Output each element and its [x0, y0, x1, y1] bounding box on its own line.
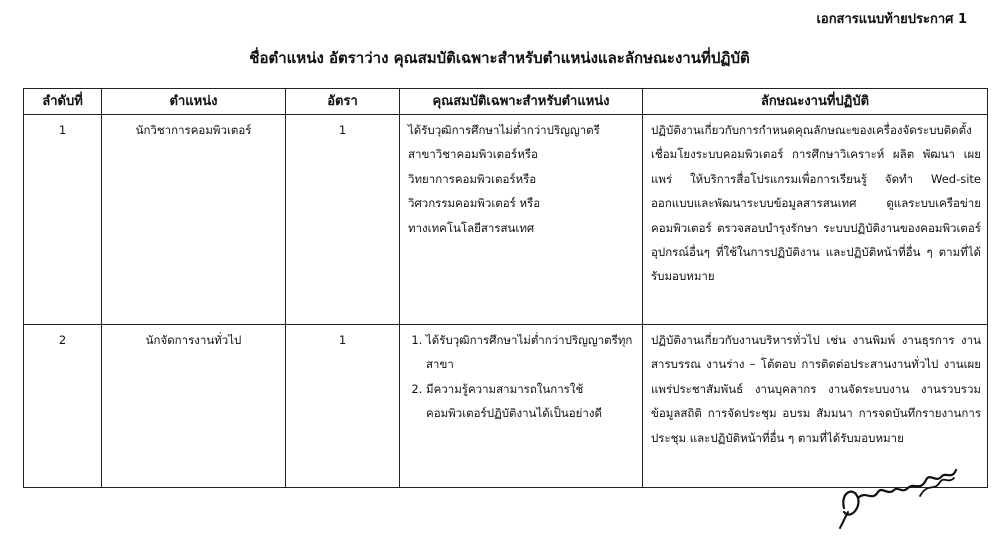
- qualification-line: วิทยาการคอมพิวเตอร์หรือ: [408, 171, 537, 186]
- qualification-line: ทางเทคโนโลยีสารสนเทศ: [408, 220, 535, 235]
- qualification-line: ได้รับวุฒิการศึกษาไม่ต่ำกว่าปริญญาตรี: [408, 123, 600, 137]
- row-no: 1: [24, 115, 102, 325]
- header-no: ลำดับที่: [24, 89, 102, 115]
- row-duties: ปฏิบัติงานเกี่ยวกับงานบริหารทั่วไป เช่น งานพิมพ์ งานธุรการ งานสารบรรณ งานร่าง – โต้ตอบ การติดต่อประสานงานทั่วไป งานเผยแพร่ประชาสัมพันธ์ งานบุคลากร งานจัดระบบงาน งานรวบรวมข้อมูลสถิติ การจัดประชุม อบรม สัมมนา การจดบันทึกรายงานการประชุม และปฏิบัติหน้าที่อื่น ๆ ตามที่ได้รับมอบหมาย: [643, 325, 988, 488]
- row-rate: 1: [286, 325, 400, 488]
- header-position: ตำแหน่ง: [102, 89, 286, 115]
- row-qualifications: [400, 115, 643, 325]
- row-rate: 1: [286, 115, 400, 325]
- row-position: นักวิชาการคอมพิวเตอร์: [102, 115, 286, 325]
- header-qualifications: คุณสมบัติเฉพาะสำหรับตำแหน่ง: [400, 89, 643, 115]
- document-title: ชื่อตำแหน่ง อัตราว่าง คุณสมบัติเฉพาะสำหรับตำแหน่งและลักษณะงานที่ปฏิบัติ: [249, 49, 750, 67]
- positions-table: [23, 88, 988, 488]
- row-no: 2: [24, 325, 102, 488]
- table-header-row: [24, 89, 988, 115]
- qualification-item: 1. ได้รับวุฒิการศึกษาไม่ต่ำกว่าปริญญาตรีทุกสาขา: [426, 328, 636, 377]
- handwritten-signature: [836, 462, 966, 534]
- row-qualifications: [400, 325, 643, 488]
- row-position: นักจัดการงานทั่วไป: [102, 325, 286, 488]
- header-rate: อัตรา: [286, 89, 400, 115]
- qualification-item: 2. มีความรู้ความสามารถในการใช้คอมพิวเตอร์ปฏิบัติงานได้เป็นอย่างดี: [426, 377, 636, 426]
- qualification-line: สาขาวิชาคอมพิวเตอร์หรือ: [408, 147, 538, 162]
- qualification-line: วิศวกรรมคอมพิวเตอร์ หรือ: [408, 196, 541, 211]
- attachment-note: เอกสารแนบท้ายประกาศ 1: [816, 12, 967, 27]
- table-row: [24, 115, 988, 325]
- header-duties: ลักษณะงานที่ปฏิบัติ: [643, 89, 988, 115]
- qualification-list: [408, 328, 636, 426]
- row-duties: ปฏิบัติงานเกี่ยวกับการกำหนดคุณลักษณะของเครื่องจัดระบบติดตั้งเชื่อมโยงระบบคอมพิวเตอร์ การศึกษาวิเคราะห์ ผลิต พัฒนา เผยแพร่ ให้บริการสื่อโปรแกรมเพื่อการเรียนรู้ จัดทำ Wed-site ออกแบบและพัฒนาระบบข้อมูลสารสนเทศ ดูแลระบบเครือข่ายคอมพิวเตอร์ ตรวจสอบบำรุงรักษา ระบบปฏิบัติงานของคอมพิวเตอร์ อุปกรณ์อื่นๆ ที่ใช้ในการปฏิบัติงาน และปฏิบัติหน้าที่อื่น ๆ ตามที่ได้รับมอบหมาย: [643, 115, 988, 325]
